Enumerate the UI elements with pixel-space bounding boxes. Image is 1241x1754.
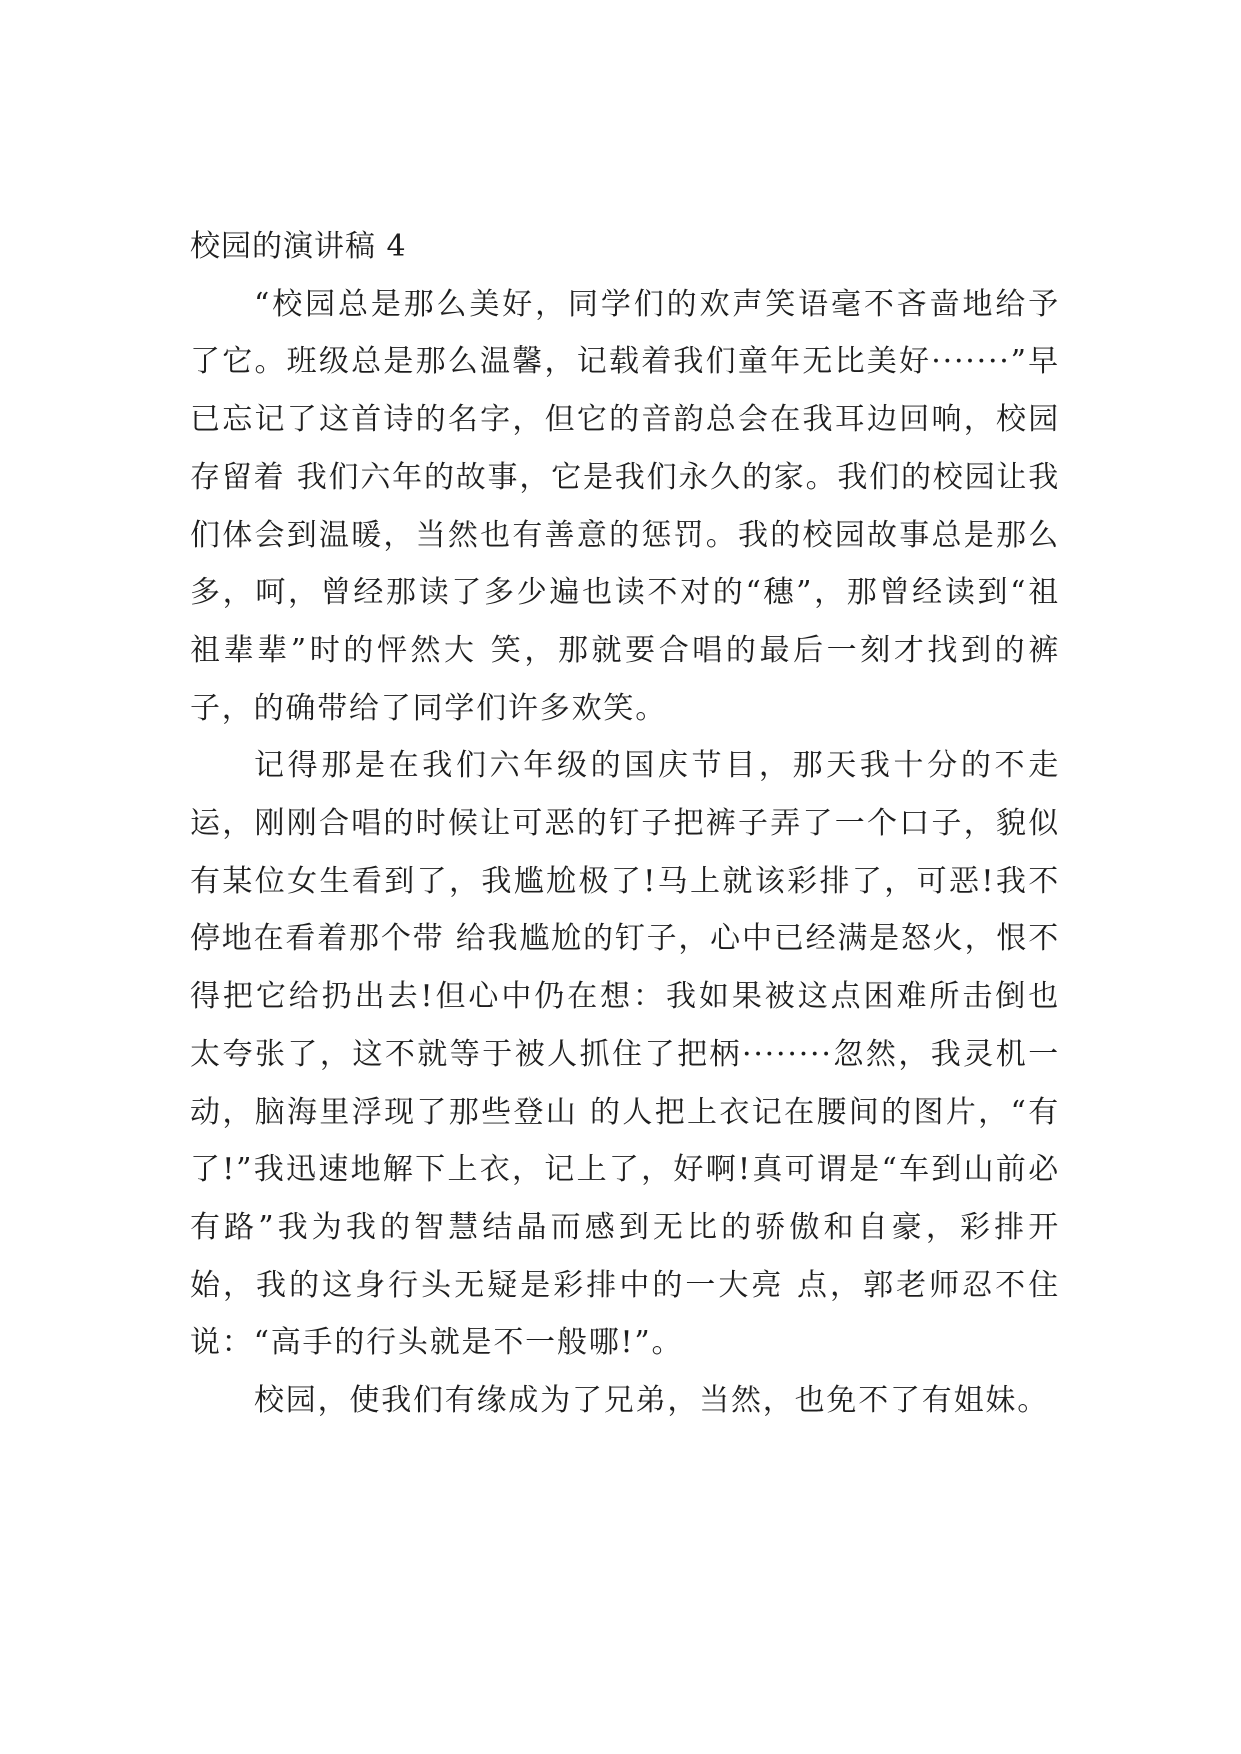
- paragraph-3: 校园，使我们有缘成为了兄弟，当然，也免不了有姐妹。: [254, 1383, 1049, 1419]
- document-body: [190, 218, 1060, 1430]
- document-title: 校园的演讲稿 4: [190, 229, 407, 264]
- paragraph-1: “校园总是那么美好，同学们的欢声笑语毫不吝啬地给予了它。班级总是那么温馨，记载着我们童年无比美好·······”早已忘记了这首诗的名字，但它的音韵总会在我耳边回响，校园存留着 我们六年的故事，它是我们永久的家。我们的校园让我们体会到温暖，当然也有善意的惩罚。我的校园故事总是那么多，呵，曾经那读了多少遍也读不对的“穗”，那曾经读到“祖祖辈辈”时的怦然大 笑，那就要合唱的最后一刻才找到的裤子，的确带给了同学们许多欢笑。: [190, 286, 1060, 726]
- paragraph-2: 记得那是在我们六年级的国庆节目，那天我十分的不走运，刚刚合唱的时候让可恶的钉子把裤子弄了一个口子，貌似有某位女生看到了，我尴尬极了!马上就该彩排了，可恶!我不停地在看着那个带 给我尴尬的钉子，心中已经满是怒火，恨不得把它给扔出去!但心中仍在想：我如果被这点困难所击倒也太夸张了，这不就等于被人抓住了把柄········忽然，我灵机一动，脑海里浮现了那些登山 的人把上衣记在腰间的图片，“有了!”我迅速地解下上衣，记上了，好啊!真可谓是“车到山前必有路”我为我的智慧结晶而感到无比的骄傲和自豪，彩排开始，我的这身行头无疑是彩排中的一大亮 点，郭老师忍不住说：“高手的行头就是不一般哪!”。: [190, 748, 1060, 1361]
